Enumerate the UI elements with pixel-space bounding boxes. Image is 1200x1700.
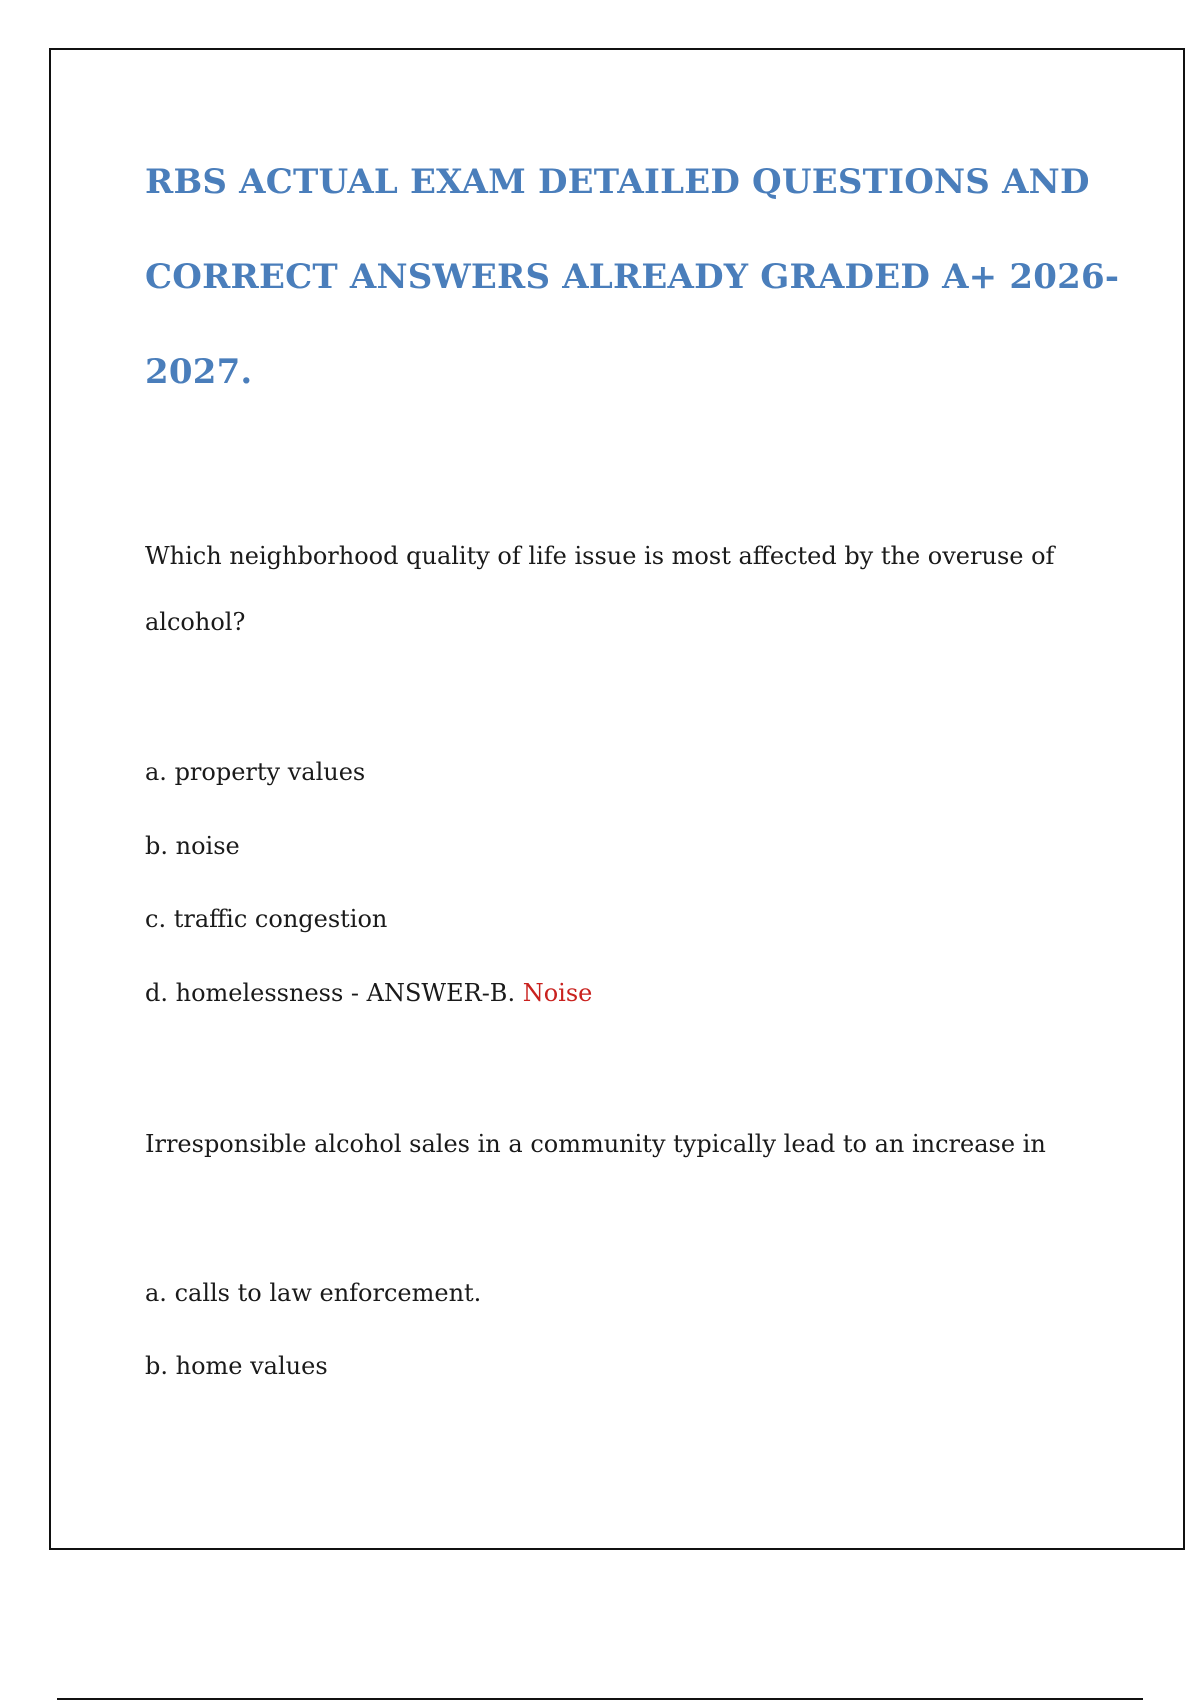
question-1-option-a: a. property values xyxy=(145,758,366,786)
title-line-2: CORRECT ANSWERS ALREADY GRADED A+ 2026- xyxy=(145,257,1120,297)
question-2-text xyxy=(145,1111,1065,1177)
question-1-answer: Noise xyxy=(522,979,593,1007)
question-2-option-b: b. home values xyxy=(145,1352,328,1380)
question-2-option-a: a. calls to law enforcement. xyxy=(145,1279,482,1307)
question-1-option-d xyxy=(145,976,592,1010)
question-1-option-d-text: d. homelessness - ANSWER-B. xyxy=(145,979,516,1007)
question-1-line-1: Which neighborhood quality of life issue is most affected by the overuse of xyxy=(145,542,1055,570)
question-1-line-2: alcohol? xyxy=(145,608,246,636)
question-1-option-b: b. noise xyxy=(145,832,240,860)
question-2-line-1: Irresponsible alcohol sales in a community typically lead to an increase in xyxy=(145,1130,1046,1158)
title-line-3: 2027. xyxy=(145,352,253,392)
question-1-text xyxy=(145,523,1065,655)
title-line-1: RBS ACTUAL EXAM DETAILED QUESTIONS AND xyxy=(145,162,1090,202)
question-1-option-c: c. traffic congestion xyxy=(145,905,388,933)
document-title xyxy=(145,135,1120,420)
